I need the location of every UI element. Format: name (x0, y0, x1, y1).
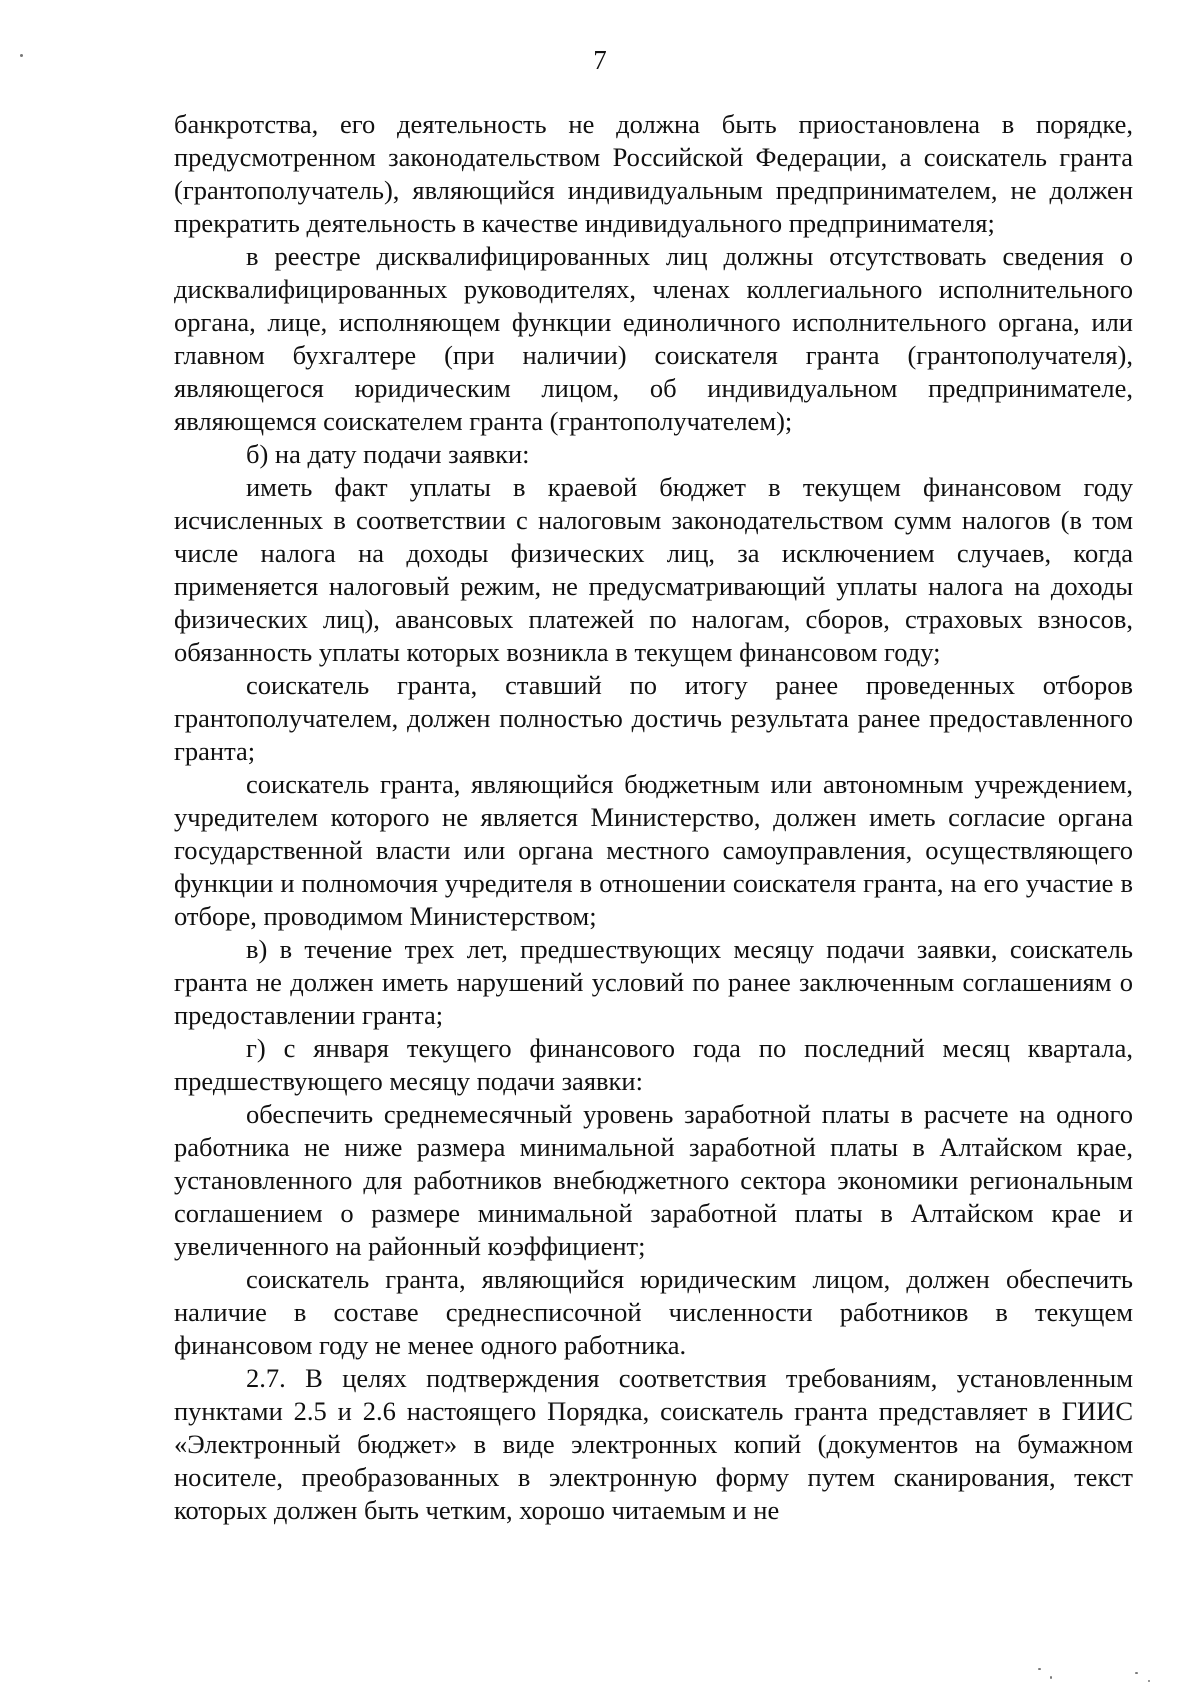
scan-speck (1038, 1668, 1041, 1670)
paragraph-bankruptcy-continuation: банкротства, его деятельность не должна быть приостановлена в порядке, предусмотренном законодательством Российской Федерации, а соискатель гранта (грантополучатель), являющийся индивидуальным предпринимателем, не должен прекратить деятельность в качестве индивидуального предпринимателя; (174, 109, 1133, 238)
paragraph-average-salary: обеспечить среднемесячный уровень заработной платы в расчете на одного работника не ниже размера минимальной заработной платы в Алтайском крае, установленного для работников внебюджетного сектора экономики региональным соглашением о размере минимальной заработной платы в Алтайском крае и увеличенного на районный коэффициент; (174, 1099, 1133, 1261)
paragraph-section-2-7: 2.7. В целях подтверждения соответствия требованиям, установленным пунктами 2.5 и 2.6 настоящего Порядка, соискатель гранта представляет в ГИИС «Электронный бюджет» в виде электронных копий (документов на бумажном носителе, преобразованных в электронную форму путем сканирования, текст которых должен быть четким, хорошо читаемым и не (174, 1363, 1133, 1525)
paragraph-founder-consent: соискатель гранта, являющийся бюджетным или автономным учреждением, учредителем которого не является Министерство, должен иметь согласие органа государственной власти или органа местного самоуправления, осуществляющего функции и полномочия учредителя в отношении соискателя гранта, на его участие в отборе, проводимом Министерством; (174, 769, 1133, 931)
scan-speck (1135, 1672, 1138, 1674)
paragraph-tax-payment: иметь факт уплаты в краевой бюджет в текущем финансовом году исчисленных в соответствии с налоговым законодательством сумм налогов (в том числе налога на доходы физических лиц, за исключением случаев, когда применяется налоговый режим, не предусматривающий уплаты налога на доходы физических лиц), авансовых платежей по налогам, сборов, страховых взносов, обязанность уплаты которых возникла в текущем финансовом году; (174, 472, 1133, 667)
page-number: 7 (593, 45, 607, 75)
document-body (174, 108, 1133, 1527)
scan-speck (1148, 1680, 1150, 1682)
paragraph-item-v-no-violations: в) в течение трех лет, предшествующих месяцу подачи заявки, соискатель гранта не должен иметь нарушений условий по ранее заключенным соглашениям о предоставлении гранта; (174, 934, 1133, 1030)
paragraph-headcount: соискатель гранта, являющийся юридическим лицом, должен обеспечить наличие в составе среднесписочной численности работников в текущем финансовом году не менее одного работника. (174, 1264, 1133, 1360)
paragraph-item-g-heading: г) с января текущего финансового года по последний месяц квартала, предшествующего месяцу подачи заявки: (174, 1033, 1133, 1096)
paragraph-disqualified-registry: в реестре дисквалифицированных лиц должны отсутствовать сведения о дисквалифицированных руководителях, членах коллегиального исполнительного органа, лице, исполняющем функции единоличного исполнительного органа, или главном бухгалтере (при наличии) соискателя гранта (грантополучателя), являющегося юридическим лицом, об индивидуальном предпринимателе, являющемся соискателем гранта (грантополучателем); (174, 241, 1133, 436)
scan-speck (20, 54, 23, 57)
paragraph-item-b-heading: б) на дату подачи заявки: (246, 439, 530, 469)
scan-speck (1050, 1676, 1052, 1679)
paragraph-previous-grant-result: соискатель гранта, ставший по итогу ранее проведенных отборов грантополучателем, должен полностью достичь результата ранее предоставленного гранта; (174, 670, 1133, 766)
